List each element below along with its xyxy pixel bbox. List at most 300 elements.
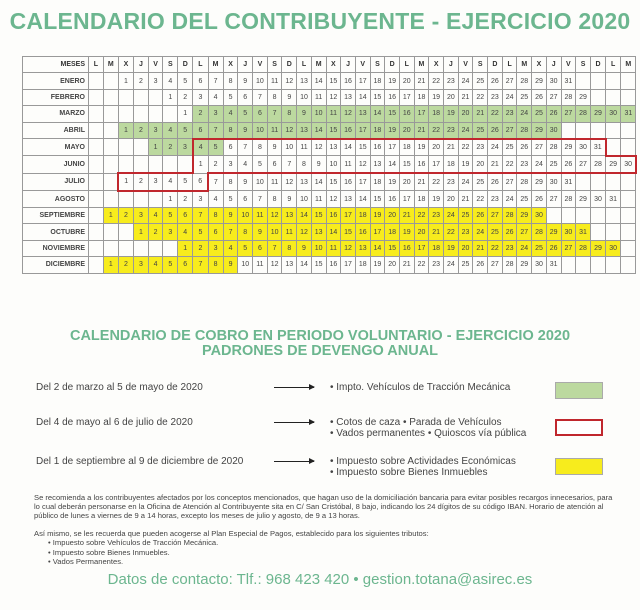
empty-cell [103,89,118,105]
day-cell: 13 [355,240,370,256]
day-cell: 22 [429,73,444,89]
month-row [23,257,636,273]
day-cell: 19 [414,139,429,156]
day-cell: 5 [238,106,253,122]
weekday-header: L [606,57,621,73]
day-cell: 23 [444,122,459,139]
day-cell: 10 [326,156,341,173]
weekday-header: J [444,57,459,73]
empty-cell [621,89,636,105]
day-cell: 24 [458,73,473,89]
day-cell: 29 [532,122,547,139]
day-cell: 30 [561,224,576,240]
day-cell: 12 [341,240,356,256]
day-cell: 30 [621,156,636,173]
day-cell: 3 [223,156,238,173]
day-cell: 8 [223,173,238,190]
day-cell: 26 [473,208,488,224]
day-cell: 13 [297,73,312,89]
day-cell: 2 [118,208,133,224]
day-cell: 23 [444,173,459,190]
day-cell: 8 [208,208,223,224]
empty-cell [590,89,605,105]
legend-item: • Impuesto sobre Actividades Económicas [330,456,516,467]
day-cell: 2 [178,191,193,208]
weekday-header: V [148,57,163,73]
day-cell: 29 [532,73,547,89]
day-cell: 3 [208,106,223,122]
day-cell: 31 [621,106,636,122]
day-cell: 16 [341,173,356,190]
empty-cell [621,224,636,240]
day-cell: 1 [118,73,133,89]
day-cell: 7 [267,240,282,256]
day-cell: 9 [253,224,268,240]
day-cell: 29 [606,156,621,173]
day-cell: 13 [341,89,356,105]
day-cell: 18 [355,257,370,273]
empty-cell [621,139,636,156]
empty-cell [561,122,576,139]
day-cell: 26 [488,73,503,89]
weekday-header: D [590,57,605,73]
empty-cell [89,257,104,273]
empty-cell [148,156,163,173]
day-cell: 6 [178,208,193,224]
day-cell: 17 [399,191,414,208]
day-cell: 18 [385,224,400,240]
day-cell: 12 [282,122,297,139]
day-cell: 3 [148,73,163,89]
day-cell: 11 [253,257,268,273]
day-cell: 11 [341,156,356,173]
day-cell: 8 [282,240,297,256]
day-cell: 18 [444,156,459,173]
day-cell: 24 [517,106,532,122]
weekday-header: L [399,57,414,73]
day-cell: 11 [267,173,282,190]
day-cell: 24 [532,156,547,173]
empty-cell [590,73,605,89]
empty-cell [561,257,576,273]
empty-cell [576,122,591,139]
day-cell: 22 [429,173,444,190]
day-cell: 30 [532,257,547,273]
day-cell: 16 [385,191,400,208]
empty-cell [89,208,104,224]
day-cell: 28 [502,257,517,273]
empty-cell [89,122,104,139]
day-cell: 18 [370,173,385,190]
day-cell: 11 [253,208,268,224]
month-row [23,106,636,122]
day-cell: 7 [193,208,208,224]
month-row [23,191,636,208]
day-cell: 24 [458,173,473,190]
legend-swatch-red [555,419,603,436]
day-cell: 26 [546,240,561,256]
legend-swatch-green [555,382,603,399]
legend-item: • Vados permanentes • Quioscos vía pública [330,428,527,439]
day-cell: 1 [118,173,133,190]
day-cell: 27 [576,156,591,173]
weekday-header: J [134,57,149,73]
weekday-header: L [502,57,517,73]
day-cell: 21 [399,257,414,273]
legend-period: Del 1 de septiembre al 9 de diciembre de 2020 [36,456,244,467]
day-cell: 9 [282,89,297,105]
weekday-header: S [473,57,488,73]
day-cell: 12 [311,139,326,156]
day-cell: 12 [267,208,282,224]
month-row [23,224,636,240]
day-cell: 2 [118,257,133,273]
empty-cell [89,191,104,208]
day-cell: 12 [267,257,282,273]
empty-cell [148,106,163,122]
day-cell: 17 [414,240,429,256]
day-cell: 25 [473,122,488,139]
day-cell: 10 [253,122,268,139]
empty-cell [103,240,118,256]
day-cell: 22 [488,106,503,122]
day-cell: 30 [590,191,605,208]
day-cell: 9 [223,257,238,273]
day-cell: 30 [576,139,591,156]
day-cell: 3 [148,173,163,190]
day-cell: 16 [370,139,385,156]
day-cell: 15 [355,139,370,156]
day-cell: 4 [178,224,193,240]
day-cell: 19 [370,257,385,273]
day-cell: 13 [311,224,326,240]
day-cell: 14 [385,156,400,173]
weekday-header: S [370,57,385,73]
empty-cell [103,156,118,173]
empty-cell [590,173,605,190]
empty-cell [118,139,133,156]
day-cell: 22 [458,139,473,156]
day-cell: 19 [385,122,400,139]
empty-cell [621,73,636,89]
day-cell: 7 [208,173,223,190]
day-cell: 14 [370,240,385,256]
month-name: ENERO [23,73,89,89]
day-cell: 29 [546,224,561,240]
day-cell: 20 [399,173,414,190]
day-cell: 25 [458,208,473,224]
day-cell: 20 [444,191,459,208]
day-cell: 15 [370,191,385,208]
day-cell: 11 [311,89,326,105]
day-cell: 1 [103,208,118,224]
empty-cell [606,89,621,105]
day-cell: 7 [193,257,208,273]
page-title: CALENDARIO DEL CONTRIBUYENTE - EJERCICIO 2020 [9,8,631,34]
day-cell: 17 [355,122,370,139]
day-cell: 20 [444,89,459,105]
day-cell: 8 [223,73,238,89]
list-item-text: Impuesto sobre Bienes Inmuebles. [52,547,170,557]
day-cell: 29 [590,106,605,122]
month-name: OCTUBRE [23,224,89,240]
day-cell: 6 [223,139,238,156]
day-cell: 23 [473,139,488,156]
day-cell: 24 [502,191,517,208]
day-cell: 11 [267,73,282,89]
day-cell: 4 [223,106,238,122]
day-cell: 10 [253,173,268,190]
day-cell: 19 [385,173,400,190]
month-row [23,173,636,190]
day-cell: 23 [488,191,503,208]
day-cell: 23 [429,257,444,273]
day-cell: 29 [517,257,532,273]
day-cell: 21 [429,224,444,240]
day-cell: 21 [473,240,488,256]
month-name: JULIO [23,173,89,190]
day-cell: 28 [561,89,576,105]
day-cell: 6 [193,173,208,190]
day-cell: 31 [590,139,605,156]
day-cell: 20 [429,139,444,156]
day-cell: 5 [193,224,208,240]
weekday-header: L [89,57,104,73]
day-cell: 14 [326,224,341,240]
weekday-header: L [297,57,312,73]
day-cell: 3 [178,139,193,156]
day-cell: 21 [414,173,429,190]
day-cell: 4 [223,240,238,256]
empty-cell [606,257,621,273]
day-cell: 13 [282,208,297,224]
day-cell: 9 [238,73,253,89]
day-cell: 31 [561,173,576,190]
month-row [23,73,636,89]
day-cell: 22 [444,224,459,240]
day-cell: 4 [148,257,163,273]
list-item-text: Impuesto sobre Vehículos de Tracción Mecánica. [52,538,219,547]
day-cell: 29 [590,240,605,256]
day-cell: 24 [517,240,532,256]
day-cell: 4 [193,139,208,156]
month-row [23,240,636,256]
legend-period: Del 2 de marzo al 5 de mayo de 2020 [36,382,203,393]
day-cell: 17 [370,224,385,240]
day-cell: 24 [473,224,488,240]
day-cell: 4 [208,89,223,105]
empty-cell [103,191,118,208]
month-row [23,89,636,105]
day-cell: 6 [238,191,253,208]
day-cell: 27 [561,106,576,122]
weekday-header: X [532,57,547,73]
day-cell: 18 [429,106,444,122]
weekday-header: V [458,57,473,73]
day-cell: 1 [163,191,178,208]
section-subtitle: PADRONES DE DEVENGO ANUAL [201,343,439,359]
day-cell: 26 [517,139,532,156]
day-cell: 15 [385,106,400,122]
day-cell: 16 [399,240,414,256]
day-cell: 30 [546,122,561,139]
month-name: JUNIO [23,156,89,173]
day-cell: 25 [517,191,532,208]
day-cell: 28 [517,122,532,139]
weekday-header: V [561,57,576,73]
day-cell: 14 [341,139,356,156]
day-cell: 18 [414,89,429,105]
day-cell: 2 [193,106,208,122]
weekday-header: X [326,57,341,73]
empty-cell [606,139,621,156]
day-cell: 8 [267,191,282,208]
day-cell: 1 [193,156,208,173]
day-cell: 19 [444,240,459,256]
day-cell: 20 [399,122,414,139]
day-cell: 27 [502,122,517,139]
month-row [23,208,636,224]
day-cell: 8 [238,224,253,240]
day-cell: 6 [178,257,193,273]
empty-cell [576,73,591,89]
day-cell: 19 [429,89,444,105]
month-name: FEBRERO [23,89,89,105]
day-cell: 15 [385,240,400,256]
day-cell: 25 [473,73,488,89]
day-cell: 20 [385,257,400,273]
day-cell: 4 [163,73,178,89]
day-cell: 23 [517,156,532,173]
day-cell: 27 [517,224,532,240]
day-cell: 29 [532,173,547,190]
day-cell: 16 [341,122,356,139]
day-cell: 15 [326,122,341,139]
day-cell: 10 [282,139,297,156]
day-cell: 3 [163,224,178,240]
day-cell: 13 [355,106,370,122]
day-cell: 10 [297,89,312,105]
day-cell: 8 [223,122,238,139]
weekday-header: M [621,57,636,73]
day-cell: 14 [297,208,312,224]
day-cell: 12 [297,224,312,240]
day-cell: 21 [444,139,459,156]
empty-cell [118,89,133,105]
weekday-header: L [193,57,208,73]
day-cell: 23 [488,89,503,105]
day-cell: 18 [414,191,429,208]
day-cell: 30 [606,240,621,256]
day-cell: 26 [488,173,503,190]
month-name: DICIEMBRE [23,257,89,273]
empty-cell [118,106,133,122]
day-cell: 25 [458,257,473,273]
day-cell: 5 [223,89,238,105]
calendar-header-row [23,57,636,73]
weekday-header: D [178,57,193,73]
day-cell: 2 [134,173,149,190]
day-cell: 28 [590,156,605,173]
day-cell: 27 [488,257,503,273]
day-cell: 6 [253,106,268,122]
day-cell: 26 [502,224,517,240]
day-cell: 13 [341,191,356,208]
day-cell: 3 [193,89,208,105]
day-cell: 21 [473,106,488,122]
empty-cell [621,257,636,273]
day-cell: 15 [326,173,341,190]
day-cell: 21 [414,122,429,139]
day-cell: 1 [178,106,193,122]
empty-cell [134,106,149,122]
day-cell: 29 [576,89,591,105]
day-cell: 26 [473,257,488,273]
day-cell: 16 [326,208,341,224]
day-cell: 21 [488,156,503,173]
day-cell: 25 [502,139,517,156]
day-cell: 3 [134,208,149,224]
empty-cell [118,240,133,256]
legend-period: Del 4 de mayo al 6 de julio de 2020 [36,417,193,428]
day-cell: 5 [178,73,193,89]
day-cell: 8 [267,89,282,105]
day-cell: 21 [414,73,429,89]
day-cell: 30 [606,106,621,122]
day-cell: 3 [148,122,163,139]
day-cell: 24 [444,208,459,224]
day-cell: 9 [238,173,253,190]
day-cell: 24 [444,257,459,273]
day-cell: 24 [458,122,473,139]
day-cell: 12 [326,89,341,105]
weekday-header: X [118,57,133,73]
day-cell: 7 [267,106,282,122]
day-cell: 3 [193,191,208,208]
empty-cell [621,173,636,190]
day-cell: 25 [488,224,503,240]
empty-cell [89,73,104,89]
day-cell: 6 [267,156,282,173]
day-cell: 6 [238,89,253,105]
day-cell: 10 [267,224,282,240]
legend-item: • Impuesto sobre Bienes Inmuebles [330,467,488,478]
empty-cell [590,257,605,273]
empty-cell [148,240,163,256]
day-cell: 9 [282,191,297,208]
legend-row [0,417,640,447]
weekday-header: S [576,57,591,73]
day-cell: 14 [311,122,326,139]
month-name: MAYO [23,139,89,156]
empty-cell [621,208,636,224]
day-cell: 5 [163,208,178,224]
month-row [23,122,636,139]
day-cell: 28 [517,73,532,89]
day-cell: 30 [546,173,561,190]
day-cell: 4 [208,191,223,208]
day-cell: 5 [223,191,238,208]
empty-cell [89,173,104,190]
day-cell: 22 [502,156,517,173]
day-cell: 31 [576,224,591,240]
day-cell: 4 [163,122,178,139]
empty-cell [606,73,621,89]
day-cell: 14 [355,89,370,105]
empty-cell [89,139,104,156]
empty-cell [103,122,118,139]
weekday-header: D [488,57,503,73]
